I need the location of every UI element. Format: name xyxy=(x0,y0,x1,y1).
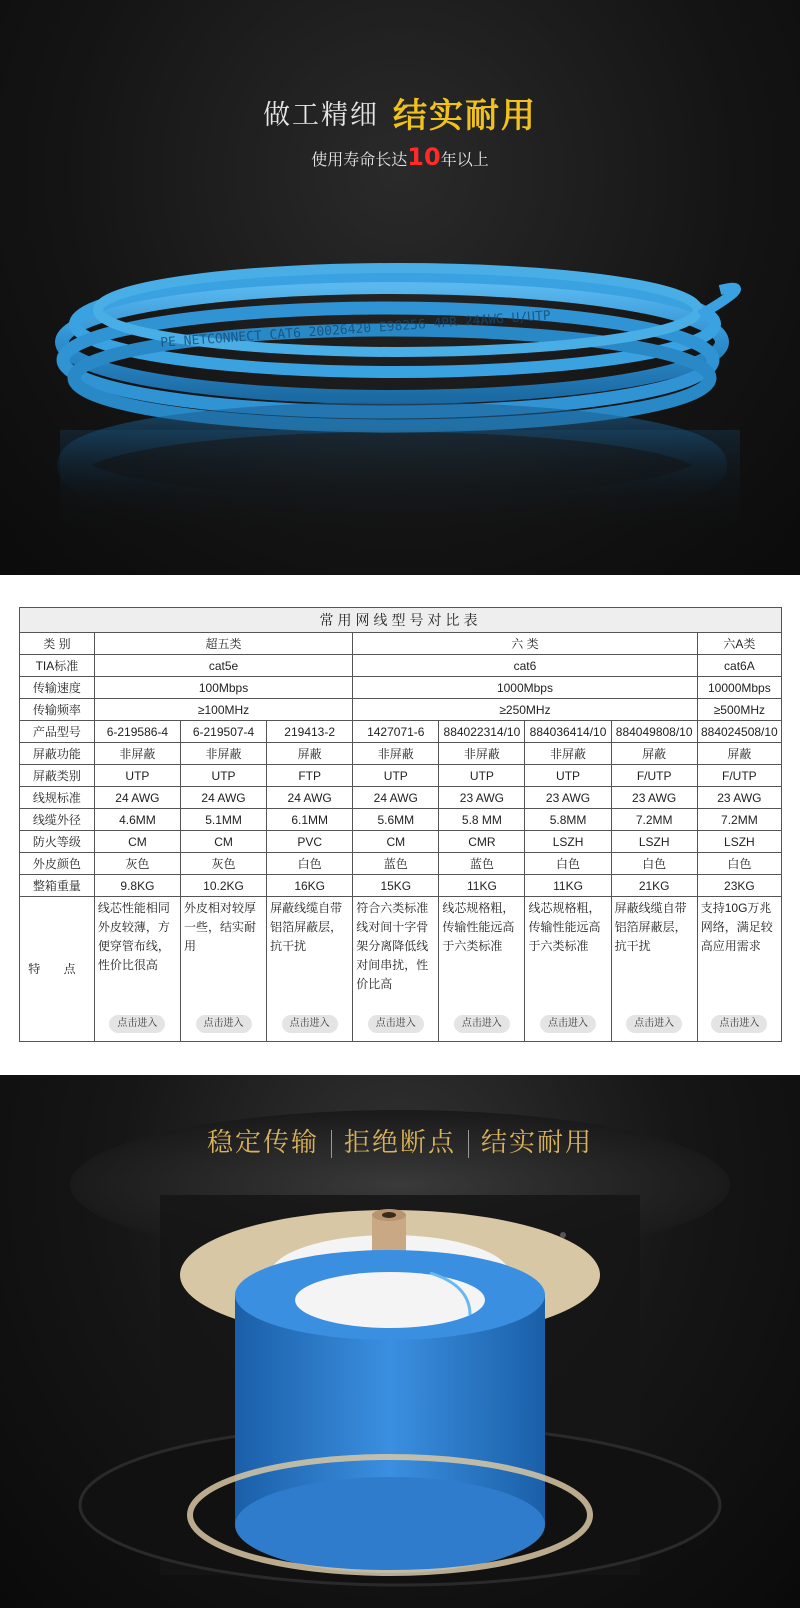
table-row xyxy=(20,721,782,743)
enter-button[interactable]: 点击进入 xyxy=(711,1015,767,1033)
feature-text: 支持10G万兆网络，满足较高应用需求 xyxy=(700,901,773,953)
table-cell: 非屏蔽 xyxy=(439,743,525,765)
table-cell: 9.8KG xyxy=(94,875,180,897)
header-label: 类 别 xyxy=(20,633,95,655)
table-cell: 24 AWG xyxy=(180,787,266,809)
table-row xyxy=(20,787,782,809)
speed-cat6a: 10000Mbps xyxy=(697,677,781,699)
hero-subtitle-pre: 使用寿命长达 xyxy=(311,150,408,169)
spool-section xyxy=(0,1075,800,1608)
table-cell: 24 AWG xyxy=(353,787,439,809)
feature-cell xyxy=(611,897,697,1042)
table-cell: 白色 xyxy=(611,853,697,875)
cable-print-text: PE NETCONNECT CAT6 20026420 E98256 4PR 24AWG U/UTP xyxy=(159,308,552,351)
row-label: 产品型号 xyxy=(20,721,95,743)
table-cell: 1427071-6 xyxy=(353,721,439,743)
feature-cell xyxy=(180,897,266,1042)
bottom-phrase-1: 稳定传输 xyxy=(206,1128,319,1158)
table-cell: 屏蔽 xyxy=(697,743,781,765)
bottom-title xyxy=(0,1122,800,1159)
tia-row xyxy=(20,655,782,677)
features-label: 特 点 xyxy=(20,897,95,1042)
feature-cell xyxy=(353,897,439,1042)
table-cell: 5.1MM xyxy=(180,809,266,831)
table-row xyxy=(20,765,782,787)
table-cell: 7.2MM xyxy=(697,809,781,831)
table-title: 常用网线型号对比表 xyxy=(20,608,782,633)
feature-text: 线芯规格粗，传输性能远高于六类标准 xyxy=(442,901,515,953)
table-row xyxy=(20,853,782,875)
enter-button[interactable]: 点击进入 xyxy=(626,1015,682,1033)
enter-button[interactable]: 点击进入 xyxy=(454,1015,510,1033)
table-cell: CM xyxy=(94,831,180,853)
bottom-phrase-3: 结实耐用 xyxy=(481,1128,594,1158)
table-cell: 5.8 MM xyxy=(439,809,525,831)
table-cell: 23 AWG xyxy=(697,787,781,809)
table-cell: 灰色 xyxy=(94,853,180,875)
hero-title xyxy=(0,88,800,137)
feature-text: 外皮相对较厚一些，结实耐用 xyxy=(183,901,256,953)
feature-cell xyxy=(439,897,525,1042)
table-cell: 白色 xyxy=(267,853,353,875)
row-label: 屏蔽功能 xyxy=(20,743,95,765)
speed-label: 传输速度 xyxy=(20,677,95,699)
table-cell: F/UTP xyxy=(697,765,781,787)
table-header-row xyxy=(20,633,782,655)
comparison-table xyxy=(19,607,782,1042)
table-cell: 白色 xyxy=(525,853,611,875)
table-cell: LSZH xyxy=(697,831,781,853)
table-cell: 非屏蔽 xyxy=(94,743,180,765)
table-row xyxy=(20,831,782,853)
table-cell: 6-219507-4 xyxy=(180,721,266,743)
table-cell: 23 AWG xyxy=(611,787,697,809)
table-cell: 884036414/10 xyxy=(525,721,611,743)
table-cell: 4.6MM xyxy=(94,809,180,831)
table-cell: 非屏蔽 xyxy=(353,743,439,765)
table-cell: 5.8MM xyxy=(525,809,611,831)
table-row xyxy=(20,809,782,831)
header-cat5e: 超五类 xyxy=(94,633,352,655)
row-label: 线规标准 xyxy=(20,787,95,809)
table-row xyxy=(20,743,782,765)
table-cell: UTP xyxy=(180,765,266,787)
feature-text: 符合六类标准线对间十字骨架分离降低线对间串扰，性价比高 xyxy=(356,901,429,991)
row-label: 外皮颜色 xyxy=(20,853,95,875)
speed-cat6: 1000Mbps xyxy=(353,677,698,699)
enter-button[interactable]: 点击进入 xyxy=(368,1015,424,1033)
feature-cell xyxy=(94,897,180,1042)
table-cell: UTP xyxy=(439,765,525,787)
table-cell: 11KG xyxy=(439,875,525,897)
table-cell: 23 AWG xyxy=(525,787,611,809)
table-cell: LSZH xyxy=(525,831,611,853)
divider xyxy=(331,1130,332,1158)
hero-section xyxy=(0,0,800,575)
table-cell: CM xyxy=(180,831,266,853)
row-label: 防火等级 xyxy=(20,831,95,853)
speed-row xyxy=(20,677,782,699)
table-row xyxy=(20,875,782,897)
freq-cat5e: ≥100MHz xyxy=(94,699,352,721)
table-cell: CM xyxy=(353,831,439,853)
row-label: 线缆外径 xyxy=(20,809,95,831)
table-cell: 屏蔽 xyxy=(611,743,697,765)
table-cell: 219413-2 xyxy=(267,721,353,743)
table-cell: 6.1MM xyxy=(267,809,353,831)
cable-coil-image xyxy=(0,220,800,560)
hero-subtitle-post: 年以上 xyxy=(440,150,489,169)
row-label: 整箱重量 xyxy=(20,875,95,897)
table-cell: 21KG xyxy=(611,875,697,897)
table-cell: 23 AWG xyxy=(439,787,525,809)
table-cell: 24 AWG xyxy=(94,787,180,809)
table-cell: 蓝色 xyxy=(353,853,439,875)
row-label: 屏蔽类别 xyxy=(20,765,95,787)
table-cell: 10.2KG xyxy=(180,875,266,897)
table-cell: F/UTP xyxy=(611,765,697,787)
feature-text: 屏蔽线缆自带铝箔屏蔽层，抗干扰 xyxy=(614,901,687,953)
hero-title-highlight: 结实耐用 xyxy=(393,96,537,136)
table-cell: 6-219586-4 xyxy=(94,721,180,743)
hero-subtitle xyxy=(0,143,800,171)
table-cell: UTP xyxy=(353,765,439,787)
table-cell: 23KG xyxy=(697,875,781,897)
feature-cell xyxy=(267,897,353,1042)
hero-subtitle-num: 10 xyxy=(407,143,441,171)
table-cell: 灰色 xyxy=(180,853,266,875)
freq-label: 传输频率 xyxy=(20,699,95,721)
table-cell: 7.2MM xyxy=(611,809,697,831)
features-row xyxy=(20,897,782,1042)
header-cat6: 六 类 xyxy=(353,633,698,655)
bottom-phrase-2: 拒绝断点 xyxy=(343,1128,456,1158)
freq-cat6a: ≥500MHz xyxy=(697,699,781,721)
feature-cell xyxy=(525,897,611,1042)
table-cell: 884049808/10 xyxy=(611,721,697,743)
table-cell: CMR xyxy=(439,831,525,853)
table-cell: 蓝色 xyxy=(439,853,525,875)
enter-button[interactable]: 点击进入 xyxy=(109,1015,165,1033)
table-cell: 白色 xyxy=(697,853,781,875)
table-cell: UTP xyxy=(525,765,611,787)
table-cell: 11KG xyxy=(525,875,611,897)
enter-button[interactable]: 点击进入 xyxy=(282,1015,338,1033)
enter-button[interactable]: 点击进入 xyxy=(196,1015,252,1033)
table-cell: 非屏蔽 xyxy=(180,743,266,765)
freq-cat6: ≥250MHz xyxy=(353,699,698,721)
table-section xyxy=(0,575,800,1075)
feature-cell xyxy=(697,897,781,1042)
tia-cat6: cat6 xyxy=(353,655,698,677)
divider xyxy=(468,1130,469,1158)
table-title-row xyxy=(20,608,782,633)
table-cell: 16KG xyxy=(267,875,353,897)
table-cell: 24 AWG xyxy=(267,787,353,809)
hero-title-plain: 做工精细 xyxy=(263,100,379,131)
table-cell: PVC xyxy=(267,831,353,853)
feature-text: 线芯性能相同外皮较薄，方便穿管布线，性价比很高 xyxy=(97,901,170,972)
enter-button[interactable]: 点击进入 xyxy=(540,1015,596,1033)
feature-text: 线芯规格粗，传输性能远高于六类标准 xyxy=(528,901,601,953)
table-cell: 884022314/10 xyxy=(439,721,525,743)
tia-cat5e: cat5e xyxy=(94,655,352,677)
table-cell: FTP xyxy=(267,765,353,787)
table-cell: LSZH xyxy=(611,831,697,853)
table-cell: UTP xyxy=(94,765,180,787)
feature-text: 屏蔽线缆自带铝箔屏蔽层，抗干扰 xyxy=(270,901,343,953)
tia-label: TIA标准 xyxy=(20,655,95,677)
table-cell: 884024508/10 xyxy=(697,721,781,743)
table-cell: 屏蔽 xyxy=(267,743,353,765)
speed-cat5e: 100Mbps xyxy=(94,677,352,699)
header-cat6a: 六A类 xyxy=(697,633,781,655)
table-cell: 5.6MM xyxy=(353,809,439,831)
freq-row xyxy=(20,699,782,721)
table-cell: 15KG xyxy=(353,875,439,897)
table-cell: 非屏蔽 xyxy=(525,743,611,765)
tia-cat6a: cat6A xyxy=(697,655,781,677)
